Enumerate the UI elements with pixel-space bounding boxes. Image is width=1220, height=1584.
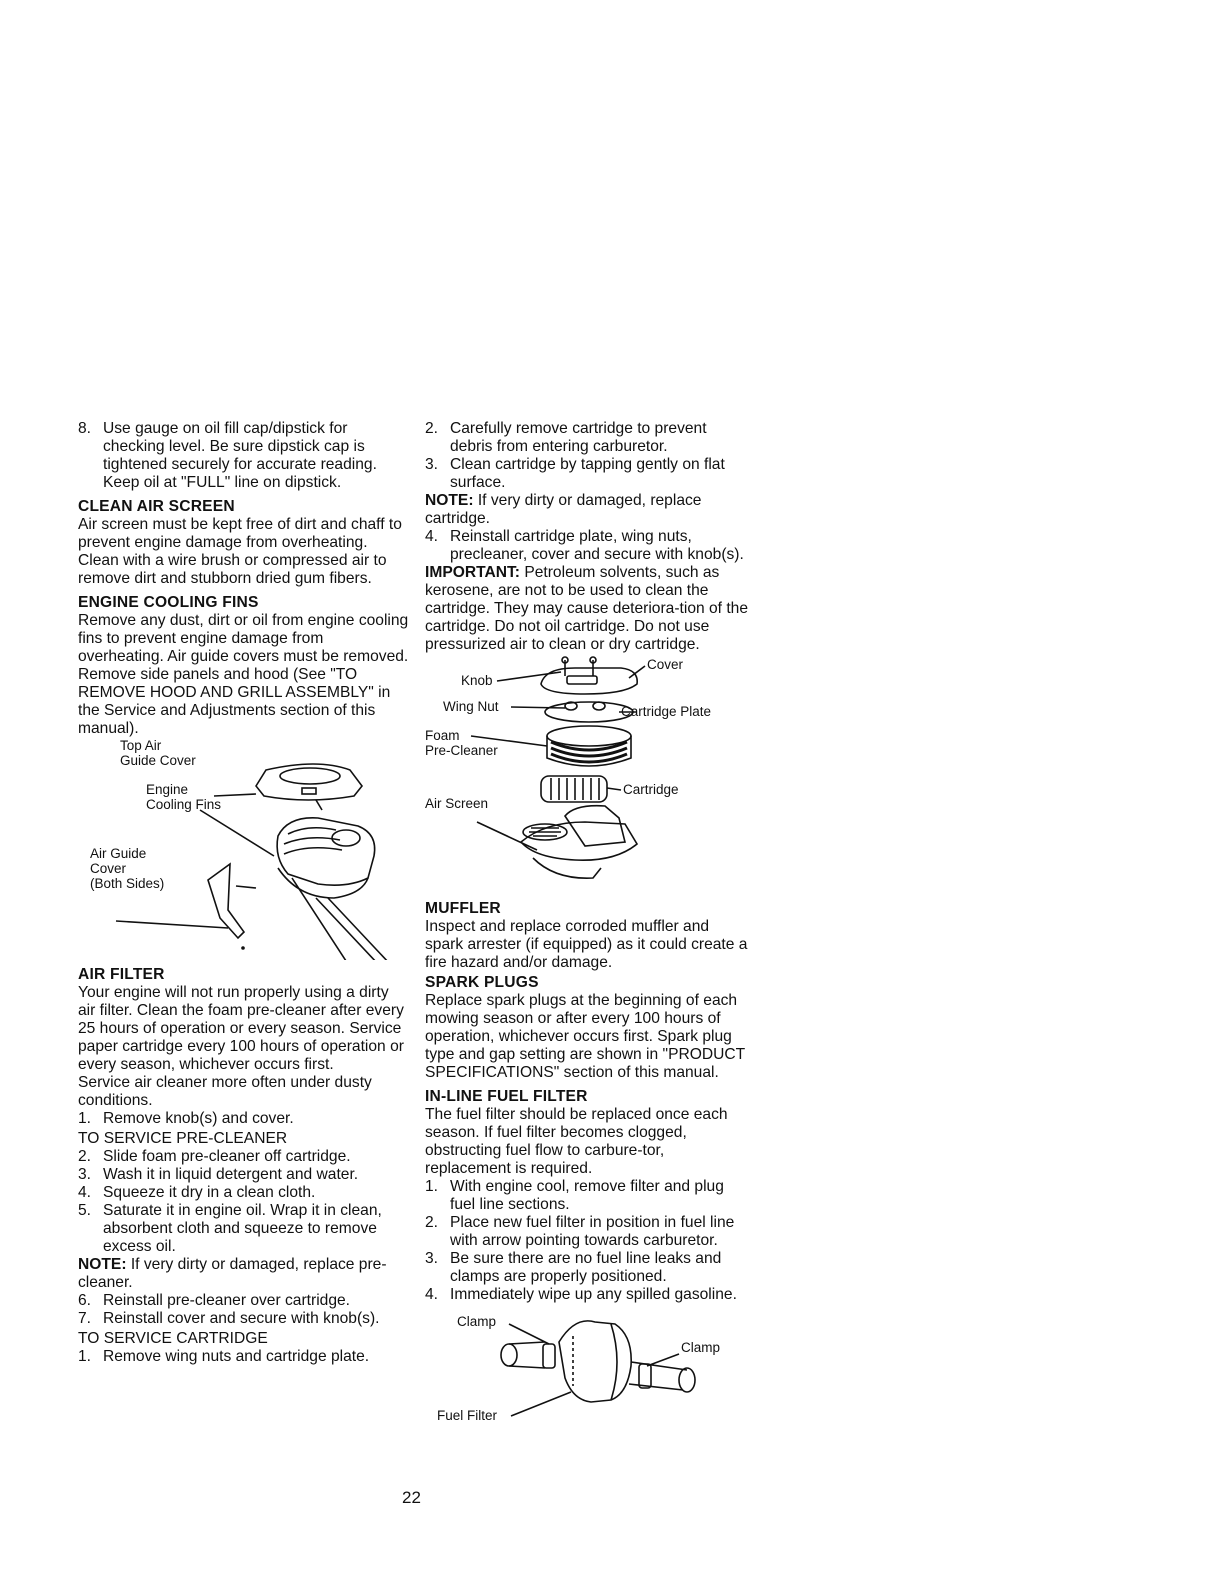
- list-text: Be sure there are no fuel line leaks and clamps are properly positioned.: [450, 1250, 722, 1285]
- important-label: IMPORTANT:: [425, 564, 520, 581]
- list-item: [425, 456, 750, 492]
- list-item: [425, 1214, 750, 1250]
- note-text: If very dirty or damaged, replace cartridge.: [425, 492, 702, 527]
- label-cartridge: Cartridge: [623, 782, 679, 797]
- list-item: [78, 1348, 410, 1366]
- list-number: 7.: [78, 1310, 92, 1327]
- list-item: [78, 1202, 410, 1256]
- note-text: If very dirty or damaged, replace pre-cleaner.: [78, 1256, 387, 1291]
- paragraph: Service air cleaner more often under dusty conditions.: [78, 1074, 372, 1109]
- section-heading-engine-cooling-fins: ENGINE COOLING FINS: [78, 594, 259, 611]
- paragraph: Your engine will not run properly using a dirty air filter. Clean the foam pre-cleaner after every 25 hours of operation or every season. Service paper cartridge every 100 hours of operation or every season, whichever occurs first.: [78, 984, 404, 1073]
- label-top-air: Top Air: [120, 738, 162, 753]
- label-cooling-fins: Cooling Fins: [146, 797, 222, 812]
- list-item: [78, 1184, 410, 1202]
- list-item: [425, 420, 750, 456]
- label-pre-cleaner: Pre-Cleaner: [425, 743, 498, 758]
- list-number: 8.: [78, 420, 92, 437]
- important-note: [425, 564, 750, 654]
- list-text: Place new fuel filter in position in fuel line with arrow pointing towards carburetor.: [450, 1214, 735, 1249]
- label-wing-nut: Wing Nut: [443, 699, 499, 714]
- list-text: Reinstall cover and secure with knob(s).: [103, 1310, 380, 1327]
- label-guide-cover: Guide Cover: [120, 753, 196, 768]
- note: [78, 1256, 410, 1292]
- list-text: Saturate it in engine oil. Wrap it in clean, absorbent cloth and squeeze to remove excess oil.: [103, 1202, 382, 1255]
- list-number: 1.: [78, 1348, 92, 1365]
- list-number: 4.: [425, 528, 439, 545]
- list-text: Remove wing nuts and cartridge plate.: [103, 1348, 370, 1365]
- list-item: [78, 1110, 410, 1128]
- label-clamp-right: Clamp: [681, 1340, 721, 1355]
- list-number: 2.: [425, 1214, 439, 1231]
- label-knob: Knob: [461, 673, 493, 688]
- list-number: 6.: [78, 1292, 92, 1309]
- label-cartridge-plate: Cartridge Plate: [621, 704, 712, 719]
- section-heading-clean-air-screen: CLEAN AIR SCREEN: [78, 498, 235, 515]
- list-number: 1.: [425, 1178, 439, 1195]
- air-filter-illustration: [425, 654, 750, 894]
- list-text: Remove knob(s) and cover.: [103, 1110, 294, 1127]
- list-item: [78, 1166, 410, 1184]
- subheading-cartridge: TO SERVICE CARTRIDGE: [78, 1330, 268, 1347]
- paragraph: Inspect and replace corroded muffler and spark arrester (if equipped) as it could create a fire hazard and/or damage.: [425, 918, 748, 971]
- label-both-sides: (Both Sides): [90, 876, 165, 891]
- left-column: [78, 420, 410, 1366]
- note-label: NOTE:: [78, 1256, 127, 1273]
- list-number: 3.: [425, 456, 439, 473]
- list-text: With engine cool, remove filter and plug fuel line sections.: [450, 1178, 724, 1213]
- list-item: [425, 1250, 750, 1286]
- label-cover: Cover: [90, 861, 127, 876]
- page-number: 22: [402, 1488, 421, 1507]
- paragraph: The fuel filter should be replaced once each season. If fuel filter becomes clogged, obstructing fuel flow to carbure-tor, replacement is required.: [425, 1106, 728, 1177]
- list-item: [425, 528, 750, 564]
- list-number: 1.: [78, 1110, 92, 1127]
- list-number: 4.: [78, 1184, 92, 1201]
- section-heading-spark-plugs: SPARK PLUGS: [425, 974, 539, 991]
- list-text: Squeeze it dry in a clean cloth.: [103, 1184, 316, 1201]
- label-fuel-filter: Fuel Filter: [437, 1408, 498, 1423]
- list-number: 4.: [425, 1286, 439, 1303]
- list-text: Carefully remove cartridge to prevent debris from entering carburetor.: [450, 420, 707, 455]
- list-text: Clean cartridge by tapping gently on flat surface.: [450, 456, 725, 491]
- list-item: [425, 1178, 750, 1214]
- label-clamp-left: Clamp: [457, 1314, 497, 1329]
- list-text: Reinstall pre-cleaner over cartridge.: [103, 1292, 351, 1309]
- section-heading-fuel-filter: IN-LINE FUEL FILTER: [425, 1088, 588, 1105]
- list-text: Slide foam pre-cleaner off cartridge.: [103, 1148, 351, 1165]
- paragraph: Replace spark plugs at the beginning of each mowing season or after every 100 hours of operation, whichever occurs first. Spark plug type and gap setting are shown in "PRODUCT SPECIFICATIONS" section of this manual.: [425, 992, 745, 1081]
- label-air-guide: Air Guide: [90, 846, 147, 861]
- important-text: Petroleum solvents, such as kerosene, are not to be used to clean the cartridge. They may cause deteriora-tion of the cartridge. Do not oil cartridge. Do not use pressurized air to clean or dry cartridge.: [425, 564, 749, 653]
- note-label: NOTE:: [425, 492, 474, 509]
- list-text: Wash it in liquid detergent and water.: [103, 1166, 359, 1183]
- list-text: Immediately wipe up any spilled gasoline.: [450, 1286, 737, 1303]
- label-engine: Engine: [146, 782, 189, 797]
- list-number: 3.: [78, 1166, 92, 1183]
- label-cover: Cover: [647, 657, 684, 672]
- list-number: 5.: [78, 1202, 92, 1219]
- section-heading-air-filter: AIR FILTER: [78, 966, 165, 983]
- list-item: [78, 420, 410, 492]
- list-item: [425, 1286, 750, 1304]
- section-heading-muffler: MUFFLER: [425, 900, 501, 917]
- paragraph: Air screen must be kept free of dirt and chaff to prevent engine damage from overheating. Clean with a wire brush or compressed air to remove dirt and stubborn dried gum fibers.: [78, 516, 402, 587]
- list-text: Use gauge on oil fill cap/dipstick for checking level. Be sure dipstick cap is tightened securely for accurate reading. Keep oil at "FULL" line on dipstick.: [103, 420, 377, 491]
- fuel-filter-figure: [425, 1314, 750, 1424]
- list-item: [78, 1148, 410, 1166]
- list-number: 3.: [425, 1250, 439, 1267]
- label-air-screen: Air Screen: [425, 796, 489, 811]
- list-text: Reinstall cartridge plate, wing nuts, precleaner, cover and secure with knob(s).: [450, 528, 744, 563]
- list-number: 2.: [425, 420, 439, 437]
- note: [425, 492, 750, 528]
- engine-figure: [78, 738, 410, 960]
- list-number: 2.: [78, 1148, 92, 1165]
- list-item: [78, 1310, 410, 1328]
- paragraph: Remove any dust, dirt or oil from engine cooling fins to prevent engine damage from overheating. Air guide covers must be removed. Remove side panels and hood (See "TO REMOVE HOOD AND GRILL ASSEMBLY" in the Service and Adjustments section of this manual).: [78, 612, 409, 737]
- list-item: [78, 1292, 410, 1310]
- subheading-pre-cleaner: TO SERVICE PRE-CLEANER: [78, 1130, 288, 1147]
- right-column: [425, 420, 750, 1424]
- air-filter-figure: [425, 654, 750, 894]
- label-foam: Foam: [425, 728, 460, 743]
